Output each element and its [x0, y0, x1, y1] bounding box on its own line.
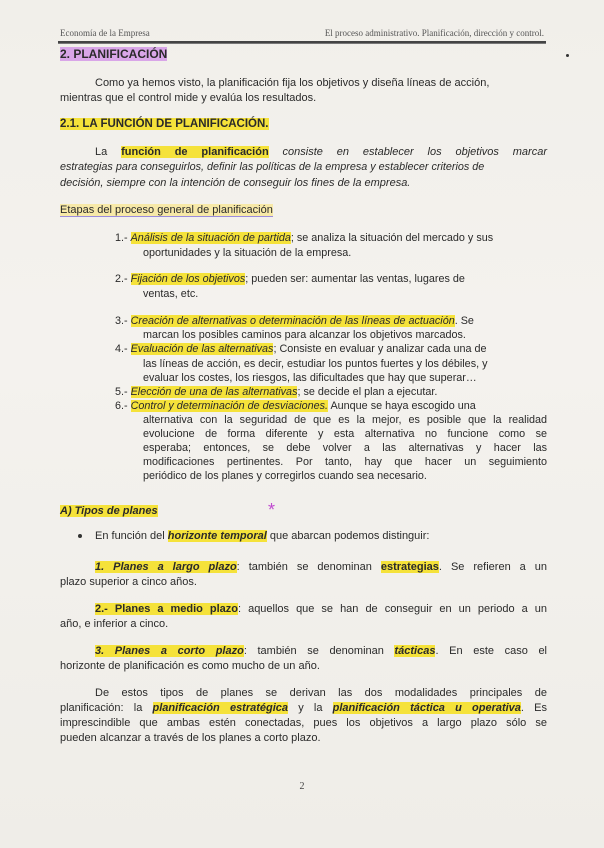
definition-line-3: decisión, siempre con la intención de conseguir los fines de la empresa.	[60, 177, 411, 189]
stage-continuation: alternativa con la seguridad de que es la mejor, es posible que la realidad	[143, 414, 547, 426]
short-term-line-1: 3. Planes a corto plazo: también se denominan tácticas. En este caso el	[95, 645, 548, 657]
stage-continuation: ventas, etc.	[143, 288, 199, 300]
stage-item: 2.- Fijación de los objetivos; pueden ser: aumentar las ventas, lugares de	[115, 273, 465, 285]
stage-label: Fijación de los objetivos	[130, 273, 246, 285]
subsection-title: 2.1. LA FUNCIÓN DE PLANIFICACIÓN.	[60, 118, 269, 130]
long-term-line-2: plazo superior a cinco años.	[60, 576, 197, 588]
intro-line-1: Como ya hemos visto, la planificación fija los objetivos y diseña líneas de acción,	[95, 77, 490, 89]
stage-continuation: evaluar los costes, los riesgos, las dificultades que hay que superar…	[143, 372, 477, 384]
long-term-line-1: 1. Planes a largo plazo: también se denominan estrategias. Se refieren a un	[95, 561, 547, 573]
stage-label: Análisis de la situación de partida	[130, 232, 291, 244]
stage-continuation: oportunidades y la situación de la empresa.	[143, 247, 352, 259]
closing-line-3: imprescindible que ambas estén conectadas, pues los objetivos a largo plazo sólo se	[60, 717, 547, 729]
closing-line-2: planificación: la planificación estratégica y la planificación táctica u operativa. Es	[60, 702, 547, 714]
closing-line-1: De estos tipos de planes se derivan las dos modalidades principales de	[95, 687, 547, 699]
header-rule	[58, 41, 546, 44]
stage-continuation: evolucione de forma diferente y esta alternativa no funcione como se	[143, 428, 547, 440]
asterisk-mark: *	[268, 500, 276, 520]
stages-title: Etapas del proceso general de planificación	[60, 204, 273, 216]
stage-item: 5.- Elección de una de las alternativas; se decide el plan a ejecutar.	[115, 386, 438, 398]
stage-item: 4.- Evaluación de las alternativas; Consiste en evaluar y analizar cada una de	[115, 343, 487, 355]
ink-dot	[566, 54, 569, 57]
stage-label: Creación de alternativas o determinación de las líneas de actuación	[130, 315, 455, 327]
medium-term-line-2: año, e inferior a cinco.	[60, 618, 169, 630]
stage-item: 1.- Análisis de la situación de partida; se analiza la situación del mercado y sus	[115, 232, 494, 244]
intro-line-2: mientras que el control mide y evalúa los resultados.	[60, 92, 317, 104]
plans-title: A) Tipos de planes	[60, 505, 158, 517]
closing-line-4: pueden alcanzar a través de los planes a corto plazo.	[60, 732, 321, 744]
stage-label: Control y determinación de desviaciones.	[130, 400, 329, 412]
stage-label: Evaluación de las alternativas	[130, 343, 274, 355]
definition-keyword: función de planificación	[121, 146, 269, 158]
bullet-dot	[78, 534, 82, 538]
stage-item: 3.- Creación de alternativas o determinación de las líneas de actuación. Se	[115, 315, 474, 327]
stage-continuation: las líneas de acción, es decir, estudiar los puntos fuertes y los débiles, y	[143, 358, 488, 370]
medium-term-line-1: 2.- Planes a medio plazo: aquellos que se han de conseguir en un periodo a un	[95, 603, 547, 615]
stage-label: Elección de una de las alternativas	[130, 386, 298, 398]
short-term-line-2: horizonte de planificación es como mucho de un año.	[60, 660, 320, 672]
stage-continuation: esperaba; entonces, se debe volver a las alternativas y hacer las	[143, 442, 547, 454]
definition-line-2: estrategias para conseguirlos, definir las políticas de la empresa y establecer criterios de	[60, 161, 485, 173]
stage-continuation: periódico de los planes y corregirlos cuando sea necesario.	[143, 470, 427, 482]
header-right: El proceso administrativo. Planificación, dirección y control.	[324, 28, 544, 38]
stage-continuation: modificaciones pertinentes. Por tanto, hay que hacer un seguimiento	[143, 456, 547, 468]
horizon-bullet: En función del horizonte temporal que abarcan podemos distinguir:	[95, 530, 430, 542]
definition-line-1: La función de planificación consiste en establecer los objetivos marcar	[95, 146, 547, 158]
stage-item: 6.- Control y determinación de desviaciones. Aunque se haya escogido una	[115, 400, 476, 412]
stage-continuation: marcan los posibles caminos para alcanzar los objetivos marcados.	[143, 329, 466, 341]
page-number: 2	[299, 781, 305, 792]
header-left: Economía de la Empresa	[60, 28, 150, 38]
section-title: 2. PLANIFICACIÓN	[60, 47, 168, 61]
